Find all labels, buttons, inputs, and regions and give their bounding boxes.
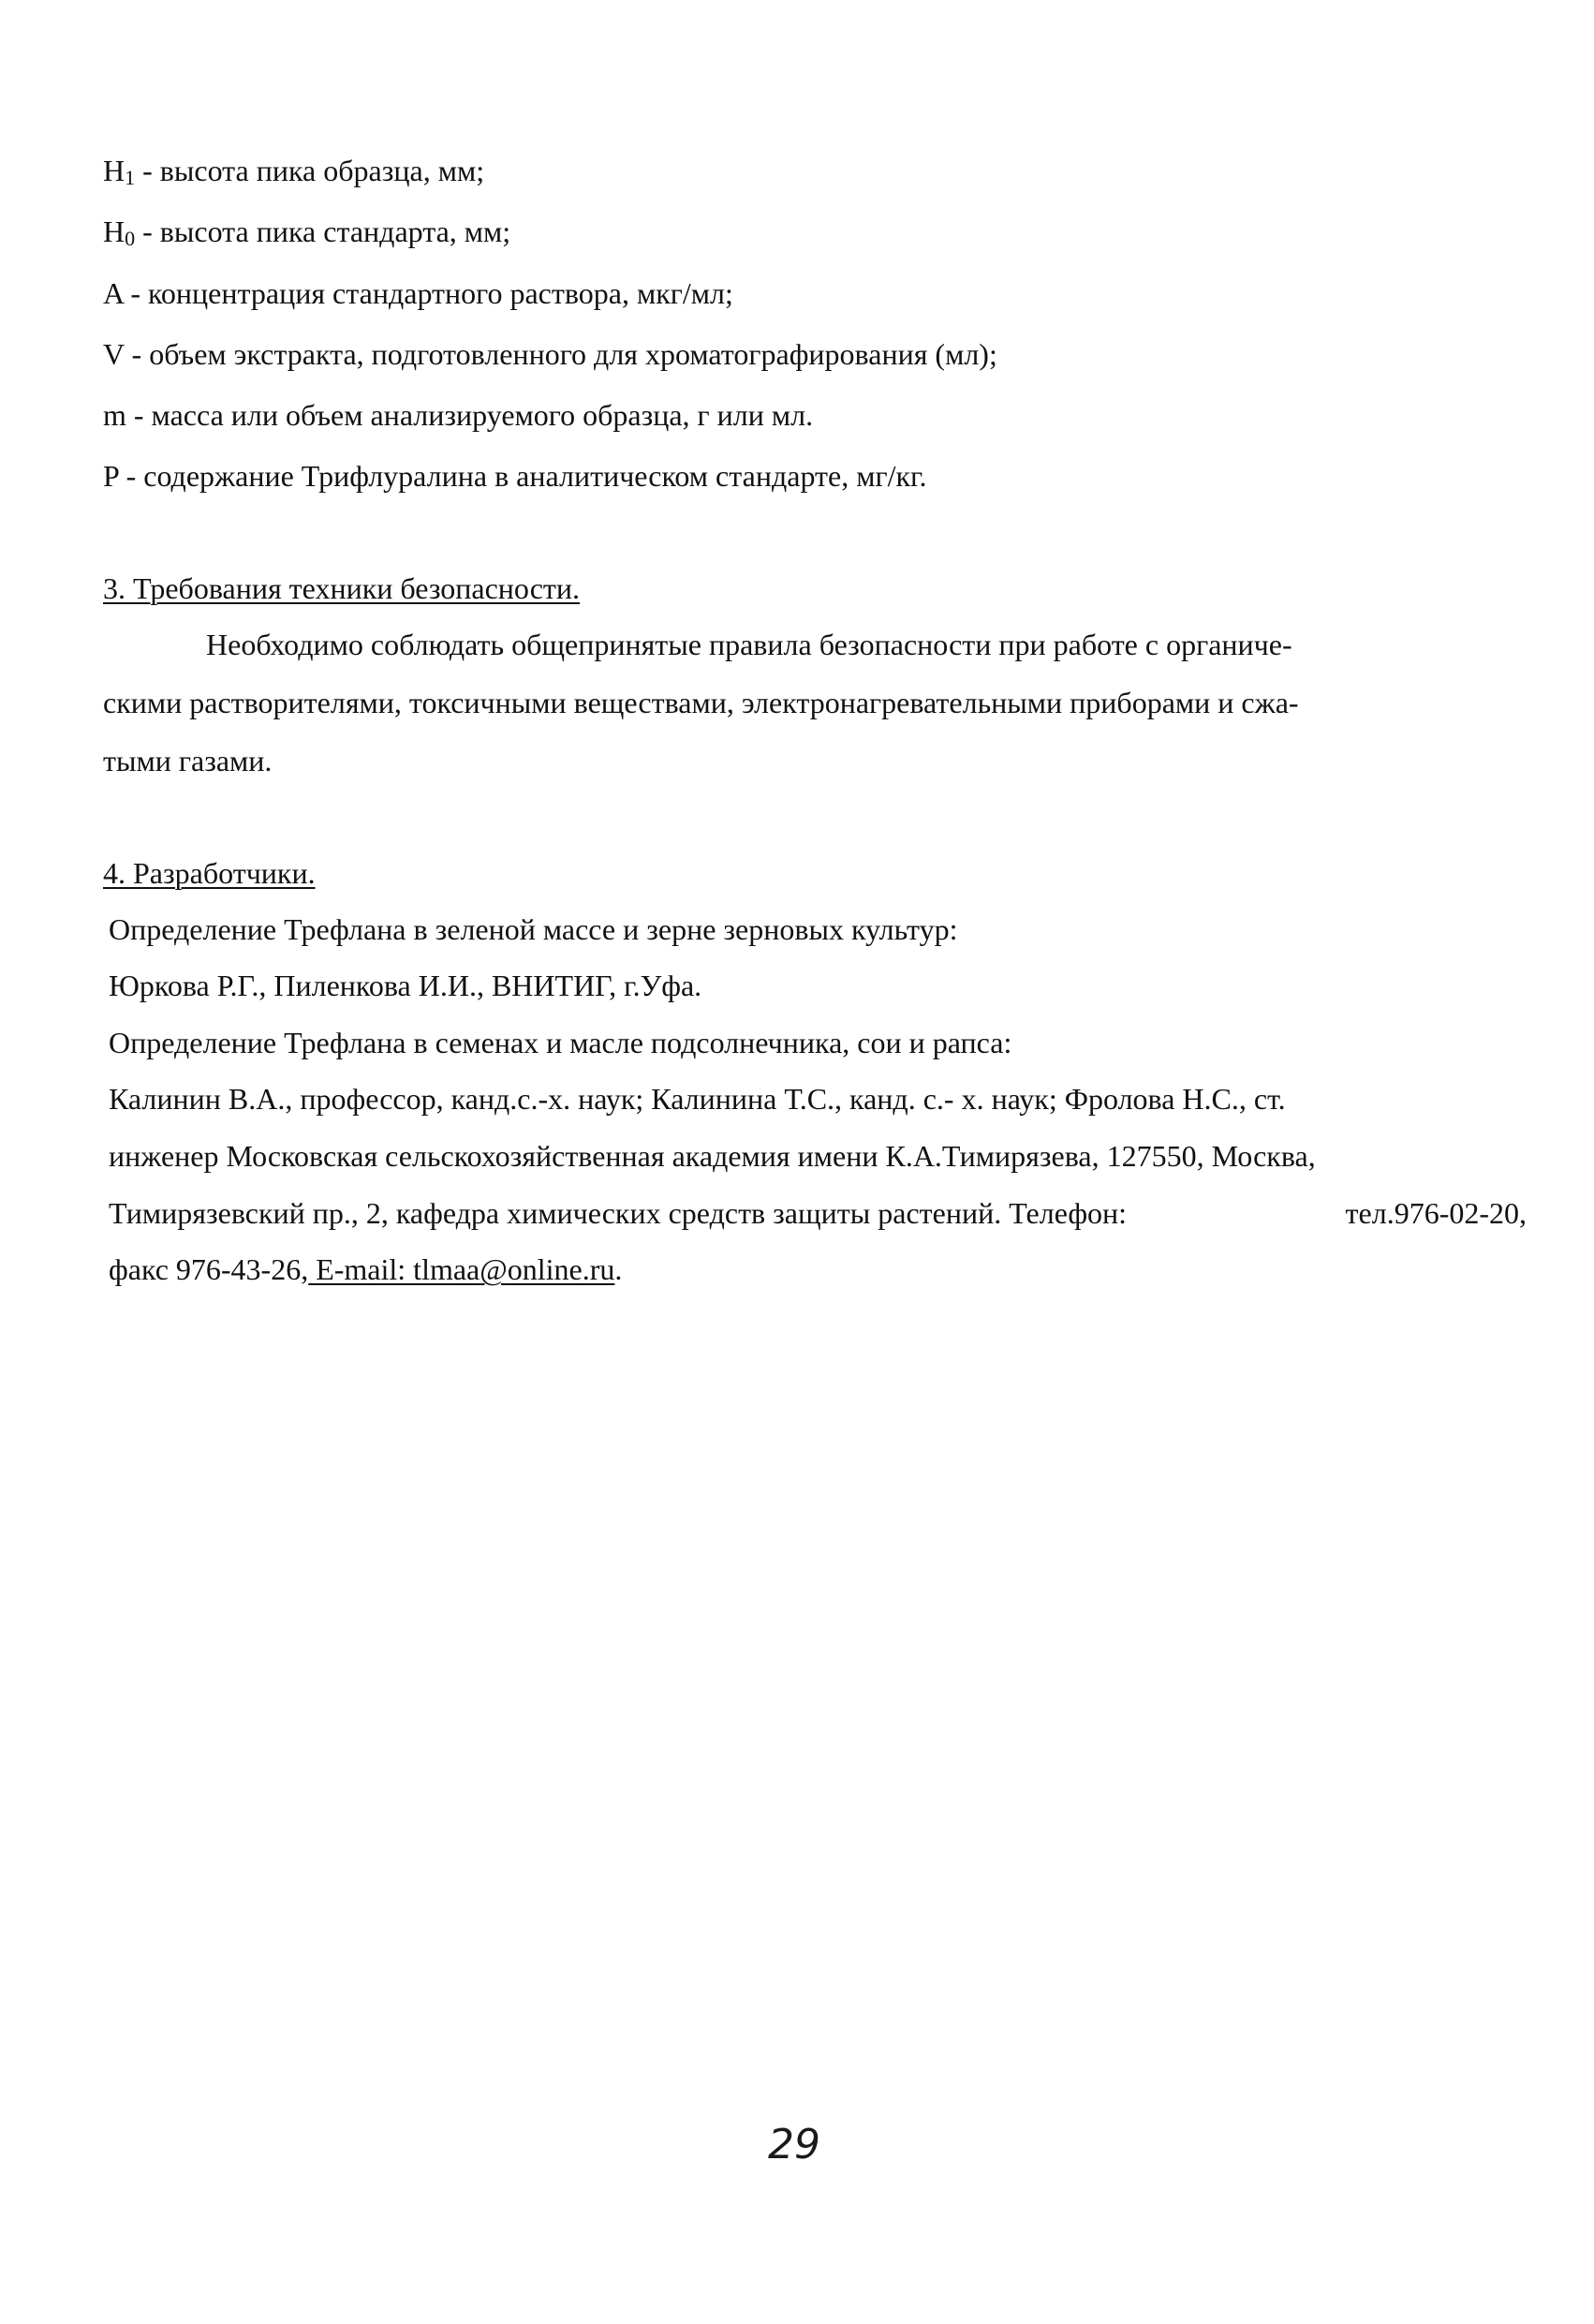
section-4-line: Определение Трефлана в семенах и масле подсолнечника, сои и рапса: (109, 1026, 1012, 1059)
symbol-subscript: 0 (125, 227, 136, 250)
fax-suffix: . (614, 1252, 623, 1286)
section-3-heading: 3. Требования техники безопасности. (103, 571, 581, 605)
section-4-line: Юркова Р.Г., Пиленкова И.И., ВНИТИГ, г.Уфа. (109, 969, 702, 1002)
definition-text: - концентрация стандартного раствора, мкг/мл; (123, 276, 733, 310)
definition-text: - содержание Трифлуралина в аналитическом стандарте, мг/кг. (118, 459, 927, 493)
definition-p (103, 457, 927, 495)
symbol: m (103, 398, 126, 432)
definition-text: - объем экстракта, подготовленного для хроматографирования (мл); (124, 337, 997, 371)
definition-h1 (103, 152, 484, 197)
section-4-line: Калинин В.А., профессор, канд.с.-х. наук; Калинина Т.С., канд. с.- х. наук; Фролова Н.С., ст. (109, 1082, 1286, 1116)
phone-number: тел.976-02-20, (1345, 1196, 1527, 1230)
section-4-heading: 4. Разработчики. (103, 856, 316, 890)
definition-text: - масса или объем анализируемого образца, г или мл. (125, 398, 814, 432)
definition-m (103, 396, 813, 434)
definition-a (103, 274, 733, 312)
phone-line-text: Тимирязевский пр., 2, кафедра химических средств защиты растений. Телефон: (109, 1196, 1128, 1230)
fax-text: факс 976-43-26, (109, 1252, 309, 1286)
section-4-fax-line (109, 1251, 622, 1288)
symbol: P (103, 459, 119, 493)
email-link[interactable]: E-mail: tlmaa@online.ru (308, 1252, 615, 1286)
symbol: A (103, 276, 124, 310)
section-3-line: скими растворителями, токсичными веществами, электронагревательными приборами и сжа- (103, 686, 1299, 719)
definition-v (103, 335, 997, 373)
symbol: H (103, 215, 125, 248)
section-4-phone-line (109, 1194, 1527, 1232)
definition-text: - высота пика образца, мм; (135, 154, 485, 187)
section-4-line: инженер Московская сельскохозяйственная академия имени К.А.Тимирязева, 127550, Москва, (109, 1139, 1316, 1173)
section-4-line: Определение Трефлана в зеленой массе и зерне зерновых культур: (109, 912, 958, 946)
definition-h0 (103, 213, 510, 258)
symbol-subscript: 1 (125, 166, 136, 189)
page-number: 29 (768, 2121, 820, 2169)
section-3-line: тыми газами. (103, 744, 273, 777)
symbol: H (103, 154, 125, 187)
symbol: V (103, 337, 125, 371)
section-3-line: Необходимо соблюдать общепринятые правила безопасности при работе с органиче- (206, 628, 1292, 661)
definition-text: - высота пика стандарта, мм; (135, 215, 511, 248)
